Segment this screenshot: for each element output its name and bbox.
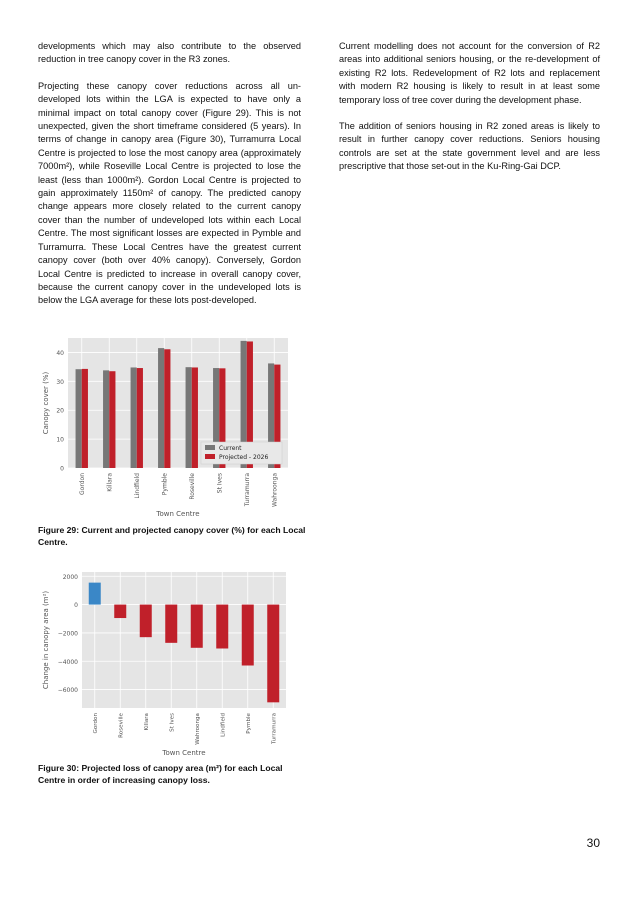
x-tick-label: Turramurra: [271, 713, 278, 744]
bar-current: [131, 367, 137, 468]
x-tick-label: Pymble: [161, 473, 169, 496]
bar-current: [158, 348, 164, 468]
bar-change: [140, 605, 152, 638]
bar-change: [216, 605, 228, 649]
y-tick-label: 2000: [62, 573, 78, 581]
bar-current: [76, 369, 82, 468]
bar-change: [89, 583, 101, 605]
page-number: 30: [586, 836, 600, 850]
plot-area: [82, 572, 286, 708]
y-tick-label: 0: [60, 465, 64, 473]
bar-current: [103, 370, 109, 468]
y-tick-label: 20: [56, 407, 64, 415]
x-tick-label: St Ives: [169, 713, 176, 732]
right-paragraph-1: Current modelling does not account for the conversion of R2 areas into additional seniors housing, or the re-development of existing R2 lots. Redevelopment of R2 lots and replacement with modern R2 housing is likely to result in at least some temporary loss of tree cover during the development phase.: [339, 41, 600, 105]
left-paragraph-1: developments which may also contribute to the observed reduction in tree canopy cover in the R3 zones.: [38, 41, 301, 65]
left-paragraph-2: Projecting these canopy cover reductions across all un-developed lots within the LGA is expected to have only a minimal impact on total canopy cover (Figure 29). This is not unexpected, given the short timeframe considered (5 years). In terms of change in canopy area (Figure 30), Turramurra Local Centre is projected to lose the most canopy area (approximately 7000m²), while Roseville Local Centre is projected to lose the least (less than 1000m²). Gordon Local Centre is projected to gain approximately 1150m² of canopy. The predicted canopy change appears more closely related to the current canopy cover than the number of undeveloped lots within each Local Centre. The most significant losses are expected in Pymble and Turramurra. These Local Centres have the greatest current canopy cover (both over 40% canopy). Conversely, Gordon Local Centre is predicted to increase in overall canopy cover, because the current canopy cover in the undeveloped lots is below the LGA average for these lots post-developed.: [38, 80, 301, 306]
x-tick-label: Gordon: [78, 473, 86, 495]
bar-projected: [164, 349, 170, 468]
canopy-cover-chart: [38, 332, 300, 522]
bar-projected: [109, 371, 115, 468]
y-tick-label: −4000: [57, 658, 78, 666]
bar-current: [186, 367, 192, 468]
x-tick-label: Killara: [106, 473, 114, 492]
x-tick-label: Gordon: [92, 713, 99, 734]
x-tick-label: Killara: [143, 713, 150, 731]
bar-projected: [82, 369, 88, 468]
legend-swatch: [205, 445, 215, 450]
bar-change: [191, 605, 203, 648]
left-column: [38, 40, 301, 321]
x-tick-label: Roseville: [188, 473, 196, 500]
x-tick-label: Wahroonga: [271, 473, 279, 507]
bar-change: [267, 605, 279, 703]
x-tick-label: Lindfield: [220, 713, 227, 737]
y-axis-label: Change in canopy area (m²): [42, 590, 50, 690]
y-tick-label: 0: [74, 602, 78, 610]
x-tick-label: Wahroonga: [194, 713, 201, 745]
y-tick-label: 40: [56, 349, 64, 357]
legend-swatch: [205, 454, 215, 459]
x-axis-label: Town Centre: [162, 749, 206, 757]
y-tick-label: −6000: [57, 687, 78, 695]
bar-change: [114, 605, 126, 618]
bar-change: [165, 605, 177, 643]
x-tick-label: Lindfield: [133, 473, 141, 499]
right-column: [339, 40, 600, 187]
y-axis-label: Canopy cover (%): [42, 371, 50, 435]
legend-label: Current: [219, 445, 242, 452]
x-tick-label: Turramurra: [243, 473, 251, 507]
x-tick-label: Pymble: [245, 713, 252, 734]
bar-change: [242, 605, 254, 666]
figure-30-caption: Figure 30: Projected loss of canopy area (m²) for each Local Centre in order of increasing canopy loss.: [38, 763, 283, 785]
x-tick-label: St Ives: [216, 473, 224, 494]
figure-29-caption: Figure 29: Current and projected canopy cover (%) for each Local Centre.: [38, 525, 306, 547]
bar-projected: [192, 367, 198, 468]
bar-projected: [137, 368, 143, 468]
y-tick-label: 10: [56, 436, 64, 444]
x-axis-label: Town Centre: [156, 510, 200, 518]
canopy-change-chart: [38, 572, 300, 760]
y-tick-label: 30: [56, 378, 64, 386]
x-tick-label: Roseville: [118, 713, 125, 738]
legend-label: Projected - 2026: [219, 454, 269, 461]
right-paragraph-2: The addition of seniors housing in R2 zoned areas is likely to result in further canopy cover reductions. Seniors housing controls are set at the state government level and are less prescriptive that those set-out in the Ku-Ring-Gai DCP.: [339, 121, 600, 172]
y-tick-label: −2000: [57, 630, 78, 638]
